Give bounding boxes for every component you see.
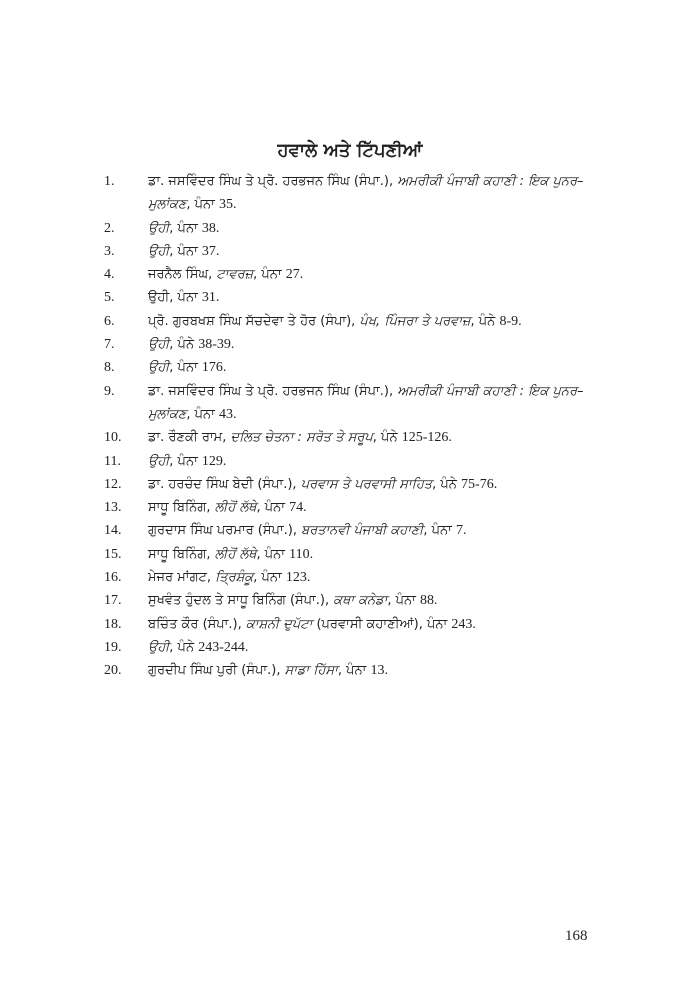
note-page-ref: 74. [289, 500, 307, 516]
note-page-ref: 129. [201, 453, 227, 469]
note-title-text: ਦਲਿਤ ਚੇਤਨਾ : ਸਰੋਤ ਤੇ ਸਰੂਪ [230, 430, 373, 446]
note-title-text: ਤ੍ਰਿਸ਼ੰਕੂ [215, 570, 254, 586]
note-text: ਸੁਖਵੰਤ ਹੁੰਦਲ ਤੇ ਸਾਧੂ ਬਿਨਿੰਗ (ਸੰਪਾ.), [148, 593, 334, 609]
note-page-ref: 243-244. [198, 639, 249, 655]
note-title-text: ਉਹੀ [148, 337, 170, 353]
note-item [104, 263, 604, 286]
note-text: , ਪੰਨੇ [169, 337, 199, 353]
note-text: ਗੁਰਦਾਸ ਸਿੰਘ ਪਰਮਾਰ (ਸੰਪਾ.), [148, 523, 302, 539]
note-text: , ਪੰਨਾ [253, 570, 286, 586]
notes-list [104, 170, 604, 683]
note-item [104, 380, 604, 427]
note-number: 20. [104, 663, 122, 679]
note-page-ref: 125-126. [401, 430, 452, 446]
note-number: 6. [104, 313, 115, 329]
note-title-text: ਪਰਵਾਸ ਤੇ ਪਰਵਾਸੀ ਸਾਹਿਤ [300, 476, 433, 492]
note-page-ref: 37. [201, 243, 220, 259]
note-text: , ਪੰਨਾ [337, 663, 371, 679]
page-number: 168 [565, 928, 588, 944]
note-title-text: ਉਹੀ [148, 243, 170, 259]
note-item [104, 356, 604, 379]
note-text: , ਪੰਨਾ [423, 523, 456, 539]
note-text: , ਪੰਨਾ [169, 220, 202, 236]
note-title-text: ਉਹੀ [148, 220, 170, 236]
note-number: 10. [104, 430, 122, 446]
note-number: 2. [104, 220, 115, 236]
note-text: (ਪਰਵਾਸੀ ਕਹਾਣੀਆਂ), ਪੰਨਾ [312, 616, 452, 632]
note-title-text: ਉਹੀ [148, 639, 170, 655]
note-number: 19. [104, 639, 122, 655]
note-title-text: ਕਥਾ ਕਨੇਡਾ [333, 593, 388, 609]
note-page-ref: 123. [285, 570, 311, 586]
note-title-text: ਲੀਹੋਂ ਲੱਥੇ [214, 500, 257, 516]
note-page-ref: 75-76. [461, 476, 498, 492]
note-text: ਗੁਰਦੀਪ ਸਿੰਘ ਪੁਰੀ (ਸੰਪਾ.), [148, 663, 285, 679]
note-number: 11. [104, 453, 121, 469]
note-item [104, 426, 604, 449]
note-text: , ਪੰਨੇ [169, 639, 199, 655]
note-text: , ਪੰਨਾ [256, 546, 290, 562]
note-title-text: ਲੀਹੋਂ ਲੱਥੇ [214, 546, 257, 562]
note-text: ਡਾ. ਜਸਵਿੰਦਰ ਸਿੰਘ ਤੇ ਪ੍ਰੋ. ਹਰਭਜਨ ਸਿੰਘ (ਸੰਪਾ.), [148, 174, 398, 189]
note-text: , ਪੰਨਾ [169, 243, 202, 259]
note-item [104, 450, 604, 473]
note-item [104, 333, 604, 356]
note-text: , ਪੰਨਾ [186, 197, 219, 213]
note-page-ref: 27. [285, 267, 304, 283]
note-item [104, 240, 604, 263]
note-page-ref: 38. [201, 220, 220, 236]
note-text: , ਪੰਨਾ [256, 500, 290, 516]
note-text: ਡਾ. ਜਸਵਿੰਦਰ ਸਿੰਘ ਤੇ ਪ੍ਰੋ. ਹਰਭਜਨ ਸਿੰਘ (ਸੰਪਾ.), [148, 383, 398, 399]
note-number: 1. [104, 174, 115, 189]
note-title-text: ਟਾਵਰਜ਼ [216, 267, 254, 283]
note-page-ref: 38-39. [198, 337, 235, 353]
note-page-ref: 35. [218, 197, 237, 213]
page-title: ਹਵਾਲੇ ਅਤੇ ਟਿੱਪਣੀਆਂ [277, 140, 423, 161]
note-text: ਜਰਨੈਲ ਸਿੰਘ, [148, 267, 217, 283]
note-item [104, 566, 604, 589]
note-text: , ਪੰਨੇ [432, 476, 462, 492]
note-page-ref: 243. [451, 616, 476, 632]
note-number: 18. [104, 616, 122, 632]
note-number: 5. [104, 290, 115, 306]
note-item [104, 496, 604, 519]
note-number: 14. [104, 523, 122, 539]
note-text: ਸਾਧੂ ਬਿਨਿੰਗ, [148, 500, 215, 516]
note-text: ਡਾ. ਰੌਣਕੀ ਰਾਮ, [148, 430, 231, 446]
note-page-ref: 88. [420, 593, 438, 609]
note-item [104, 636, 604, 659]
note-title-text: ਸਾਡਾ ਹਿੱਸਾ [284, 663, 338, 679]
note-page-ref: 13. [370, 663, 388, 679]
note-item [104, 217, 604, 240]
note-text: ਸਾਧੂ ਬਿਨਿੰਗ, [148, 546, 215, 562]
note-title-text: ਕਾਸ਼ਨੀ ਦੁਪੱਟਾ [245, 616, 313, 632]
note-number: 17. [104, 593, 122, 609]
note-title-text: ਉਹੀ [148, 453, 170, 469]
note-title-text: ਬਰਤਾਨਵੀ ਪੰਜਾਬੀ ਕਹਾਣੀ [301, 523, 424, 539]
note-number: 8. [104, 360, 115, 376]
note-number: 15. [104, 546, 122, 562]
note-text: ਮੇਜਰ ਮਾਂਗਟ, [148, 570, 216, 586]
note-number: 13. [104, 500, 122, 516]
note-text: , ਪੰਨਾ [186, 406, 219, 422]
note-page-ref: 110. [289, 546, 314, 562]
note-item [104, 519, 604, 542]
note-title-text: ਮੁਲਾਂਕਣ [148, 197, 187, 213]
note-text: , ਪੰਨਾ [387, 593, 420, 609]
note-number: 9. [104, 383, 115, 399]
note-title-text: ਅਮਰੀਕੀ ਪੰਜਾਬੀ ਕਹਾਣੀ : ਇਕ ਪੁਨਰ– [397, 174, 584, 189]
note-text: , ਪੰਨੇ [470, 313, 500, 329]
note-title-text: ਉਹੀ [148, 360, 170, 376]
note-text: ਪ੍ਰੋ. ਗੁਰਬਖਸ਼ ਸਿੰਘ ਸੱਚਦੇਵਾ ਤੇ ਹੋਰ (ਸੰਪਾ), [148, 313, 360, 329]
note-text: ਉਹੀ, ਪੰਨਾ [148, 290, 202, 306]
note-page-ref: 8-9. [499, 313, 522, 329]
note-number: 4. [104, 267, 115, 283]
note-page-ref: 176. [201, 360, 227, 376]
note-item [104, 613, 604, 636]
note-title-text: ਮੁਲਾਂਕਣ [148, 406, 187, 422]
note-item [104, 659, 604, 682]
note-number: 16. [104, 570, 122, 586]
note-text: , ਪੰਨਾ [169, 360, 202, 376]
note-item [104, 543, 604, 566]
note-item [104, 473, 604, 496]
note-text: ਡਾ. ਹਰਚੰਦ ਸਿੰਘ ਬੇਦੀ (ਸੰਪਾ.), [148, 476, 301, 492]
note-number: 3. [104, 243, 115, 259]
note-text: ਬਚਿੰਤ ਕੌਰ (ਸੰਪਾ.), [148, 616, 246, 632]
note-page-ref: 43. [218, 406, 237, 422]
note-page-ref: 7. [455, 523, 467, 539]
note-page-ref: 31. [201, 290, 220, 306]
note-text: , ਪੰਨਾ [169, 453, 202, 469]
note-item [104, 286, 604, 309]
note-number: 7. [104, 337, 115, 353]
note-item [104, 170, 604, 217]
note-text: , ਪੰਨਾ [253, 267, 286, 283]
note-item [104, 589, 604, 612]
note-number: 12. [104, 476, 122, 492]
note-title-text: ਅਮਰੀਕੀ ਪੰਜਾਬੀ ਕਹਾਣੀ : ਇਕ ਪੁਨਰ– [397, 383, 584, 399]
note-text: , ਪੰਨੇ [372, 430, 402, 446]
note-title-text: ਪੰਖ, ਪਿੰਜਰਾ ਤੇ ਪਰਵਾਜ਼ [359, 313, 471, 329]
note-item [104, 310, 604, 333]
